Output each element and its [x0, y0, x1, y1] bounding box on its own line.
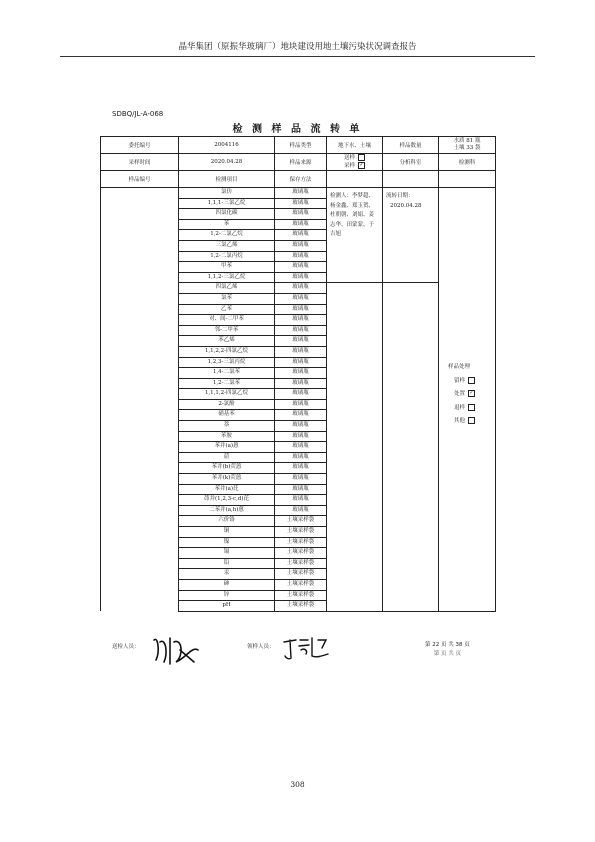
test-item-cell: 1,2-二氯丙烷	[179, 251, 275, 262]
preservation-cell: 玻璃瓶	[275, 484, 327, 495]
sample-no-cell	[101, 346, 179, 357]
source-send-option	[327, 154, 382, 162]
preservation-cell: 玻璃瓶	[275, 315, 327, 326]
test-item-cell: 1,2,3-三氯丙烷	[179, 357, 275, 368]
test-item-cell: 䓛	[179, 452, 275, 463]
test-item-cell: 氯仿	[179, 188, 275, 199]
sample-no-cell	[101, 188, 179, 199]
analysis-dept-label: 分析科室	[383, 154, 439, 171]
transfer-date-value: 2020.04.28	[390, 202, 422, 209]
preservation-cell: 玻璃瓶	[275, 251, 327, 262]
test-item-cell: 甲苯	[179, 262, 275, 273]
sample-no-cell	[101, 601, 179, 612]
table-row	[101, 283, 496, 294]
preservation-cell: 玻璃瓶	[275, 410, 327, 421]
sample-no-cell	[101, 431, 179, 442]
disposal-option-label: 处置	[454, 391, 466, 398]
sample-no-cell	[101, 272, 179, 283]
commission-value: 2004116	[179, 137, 275, 154]
disposal-option-checkbox	[468, 417, 475, 424]
preservation-cell: 玻璃瓶	[275, 431, 327, 442]
preservation-cell: 玻璃瓶	[275, 357, 327, 368]
sample-transfer-table	[100, 136, 496, 612]
preservation-cell: 玻璃瓶	[275, 262, 327, 273]
sample-count-water: 水质 81 瓶	[453, 138, 481, 144]
disposal-option-label: 其他	[454, 418, 466, 425]
test-item-cell: 1,2-二氯苯	[179, 378, 275, 389]
preservation-cell: 土壤采样袋	[275, 569, 327, 580]
test-item-cell: 1,1,2-三氯乙烷	[179, 272, 275, 283]
page-of: 第 22 页 共 38 页	[425, 642, 470, 648]
sample-type-label: 样品类型	[275, 137, 327, 154]
preservation-cell: 玻璃瓶	[275, 463, 327, 474]
test-item-cell: 砷	[179, 579, 275, 590]
disposal-option	[454, 404, 492, 414]
test-item-cell: 2-氯酚	[179, 399, 275, 410]
sample-no-cell	[101, 315, 179, 326]
test-item-cell: 苯并(k)荧蒽	[179, 474, 275, 485]
test-item-cell: 苯胺	[179, 431, 275, 442]
sample-no-cell	[101, 198, 179, 209]
preservation-header: 保存方法	[275, 171, 327, 188]
test-item-cell: 苯并(a)芘	[179, 484, 275, 495]
receiver-signature	[282, 634, 332, 662]
page-counter	[425, 641, 470, 659]
preservation-cell: 玻璃瓶	[275, 452, 327, 463]
test-item-cell: 1,4-二氯苯	[179, 368, 275, 379]
test-item-cell: 1,2-二氯乙烷	[179, 230, 275, 241]
sample-count-label: 样品数量	[383, 137, 439, 154]
test-item-cell: 二苯并(a,h)蒽	[179, 505, 275, 516]
transfer-date	[383, 188, 439, 283]
sample-no-cell	[101, 421, 179, 432]
preservation-cell: 玻璃瓶	[275, 368, 327, 379]
preservation-cell: 玻璃瓶	[275, 505, 327, 516]
sample-source-label: 样品来源	[275, 154, 327, 171]
test-item-cell: 1,1,1,2-四氯乙烷	[179, 389, 275, 400]
disposal-option-label: 留样	[454, 377, 466, 384]
source-collect-label: 采样	[343, 163, 355, 169]
test-item-cell: 铜	[179, 527, 275, 538]
table-row	[101, 188, 496, 199]
sample-no-cell	[101, 293, 179, 304]
report-header: 晶华集团（原振华玻璃厂）地块建设用地土壤污染状况调查报告	[178, 42, 417, 52]
sample-no-cell	[101, 410, 179, 421]
sample-no-cell	[101, 463, 179, 474]
sample-no-cell	[101, 230, 179, 241]
sample-no-cell	[101, 590, 179, 601]
preservation-cell: 玻璃瓶	[275, 378, 327, 389]
sample-no-cell	[101, 558, 179, 569]
preservation-cell: 玻璃瓶	[275, 474, 327, 485]
preservation-cell: 土壤采样袋	[275, 516, 327, 527]
test-item-cell: 1,1,2,2-四氯乙烷	[179, 346, 275, 357]
disposal-option	[454, 390, 492, 400]
disposal-option-checkbox	[468, 377, 475, 384]
test-item-cell: pH	[179, 601, 275, 612]
test-item-cell: 乙苯	[179, 304, 275, 315]
disposal-title: 样品处理	[448, 364, 471, 370]
test-item-cell: 硝基苯	[179, 410, 275, 421]
source-collect-checkbox: ✓	[359, 162, 364, 168]
preservation-cell: 玻璃瓶	[275, 346, 327, 357]
test-item-cell: 四氯乙烯	[179, 283, 275, 294]
preservation-cell: 玻璃瓶	[275, 198, 327, 209]
preservation-cell: 玻璃瓶	[275, 240, 327, 251]
commission-row	[101, 137, 496, 154]
tester-names: 检测人：李梦超、杨金鑫、郑玉贺、杜朝朝、刘娟、姜志华、田蒙蒙、于吉旭	[327, 188, 383, 283]
sampling-time-label: 采样时间	[101, 154, 179, 171]
sample-no-cell	[101, 378, 179, 389]
test-item-header: 检测项目	[179, 171, 275, 188]
disposal-option-label: 退样	[454, 404, 466, 411]
sample-no-cell	[101, 219, 179, 230]
sample-no-cell	[101, 209, 179, 220]
column-header-row	[101, 171, 496, 188]
preservation-cell: 玻璃瓶	[275, 421, 327, 432]
test-item-cell: 镉	[179, 548, 275, 559]
sample-no-cell	[101, 452, 179, 463]
test-item-cell: 对、间-二甲苯	[179, 315, 275, 326]
preservation-cell: 玻璃瓶	[275, 293, 327, 304]
sample-no-cell	[101, 442, 179, 453]
source-send-checkbox	[358, 154, 365, 161]
test-item-cell: 苯乙烯	[179, 336, 275, 347]
disposal-option	[454, 417, 492, 427]
sample-no-cell	[101, 325, 179, 336]
test-item-cell: 镍	[179, 537, 275, 548]
test-item-cell: 四氯化碳	[179, 209, 275, 220]
page-number: 308	[290, 780, 305, 789]
sample-no-cell	[101, 368, 179, 379]
preservation-cell: 玻璃瓶	[275, 495, 327, 506]
test-item-cell: 苯并(a)蒽	[179, 442, 275, 453]
preservation-cell: 玻璃瓶	[275, 272, 327, 283]
preservation-cell: 土壤采样袋	[275, 579, 327, 590]
test-item-cell: 萘	[179, 421, 275, 432]
test-item-cell: 邻-二甲苯	[179, 325, 275, 336]
preservation-cell: 土壤采样袋	[275, 590, 327, 601]
sample-no-cell	[101, 527, 179, 538]
disposal-option	[454, 377, 492, 387]
preservation-cell: 玻璃瓶	[275, 325, 327, 336]
preservation-cell: 玻璃瓶	[275, 230, 327, 241]
disposal-option-checkbox: ✓	[469, 390, 474, 397]
form-title: 检 测 样 品 流 转 单	[232, 124, 363, 135]
preservation-cell: 玻璃瓶	[275, 304, 327, 315]
sample-no-cell	[101, 579, 179, 590]
test-item-cell: 铅	[179, 558, 275, 569]
sender-signature	[148, 632, 204, 670]
sample-no-cell	[101, 357, 179, 368]
sampling-row	[101, 154, 496, 171]
test-item-cell: 苯	[179, 219, 275, 230]
preservation-cell: 土壤采样袋	[275, 527, 327, 538]
page-stamp: 第 页 共 页	[433, 651, 461, 657]
disposal-option-checkbox	[468, 404, 475, 411]
receiver-label: 领样人员：	[247, 644, 275, 650]
source-collect-option	[327, 162, 382, 170]
sampling-time-value: 2020.04.28	[179, 154, 275, 171]
sample-no-cell	[101, 484, 179, 495]
test-item-cell: 六价铬	[179, 516, 275, 527]
sample-count-soil: 土壤 33 袋	[453, 145, 481, 151]
sample-no-cell	[101, 505, 179, 516]
test-item-cell: 1,1,1-三氯乙烷	[179, 198, 275, 209]
test-item-cell: 茚并(1,2,3-c,d)芘	[179, 495, 275, 506]
sample-no-cell	[101, 548, 179, 559]
sample-count-value	[439, 137, 496, 154]
sample-no-cell	[101, 283, 179, 294]
sample-no-cell	[101, 251, 179, 262]
sample-disposal	[439, 188, 496, 612]
header-rule	[60, 56, 535, 57]
preservation-cell: 玻璃瓶	[275, 188, 327, 199]
sample-no-header: 样品编号	[101, 171, 179, 188]
sample-source-options	[327, 154, 383, 171]
sample-no-cell	[101, 336, 179, 347]
preservation-cell: 土壤采样袋	[275, 558, 327, 569]
preservation-cell: 玻璃瓶	[275, 336, 327, 347]
preservation-cell: 土壤采样袋	[275, 537, 327, 548]
preservation-cell: 土壤采样袋	[275, 601, 327, 612]
sender-label: 送检人员：	[112, 644, 140, 650]
preservation-cell: 玻璃瓶	[275, 442, 327, 453]
test-item-cell: 苯并(b)荧蒽	[179, 463, 275, 474]
analysis-dept-value: 检测科	[439, 154, 496, 171]
commission-label: 委托编号	[101, 137, 179, 154]
test-item-cell: 氯苯	[179, 293, 275, 304]
sample-no-cell	[101, 304, 179, 315]
preservation-cell: 土壤采样袋	[275, 548, 327, 559]
test-item-cell: 锌	[179, 590, 275, 601]
preservation-cell: 玻璃瓶	[275, 399, 327, 410]
source-send-label: 送样	[343, 155, 355, 161]
preservation-cell: 玻璃瓶	[275, 389, 327, 400]
sample-no-cell	[101, 537, 179, 548]
sample-type-value: 地下水、土壤	[327, 137, 383, 154]
sample-no-cell	[101, 495, 179, 506]
test-item-cell: 三氯乙烯	[179, 240, 275, 251]
sample-no-cell	[101, 474, 179, 485]
sample-no-cell	[101, 240, 179, 251]
preservation-cell: 玻璃瓶	[275, 219, 327, 230]
document-code: SDBQ/JL-A-068	[112, 110, 164, 118]
sample-no-cell	[101, 389, 179, 400]
preservation-cell: 玻璃瓶	[275, 283, 327, 294]
sample-no-cell	[101, 399, 179, 410]
test-item-cell: 汞	[179, 569, 275, 580]
transfer-date-label: 流转日期：	[386, 193, 414, 199]
sample-no-cell	[101, 516, 179, 527]
sample-no-cell	[101, 569, 179, 580]
sample-no-cell	[101, 262, 179, 273]
preservation-cell: 玻璃瓶	[275, 209, 327, 220]
